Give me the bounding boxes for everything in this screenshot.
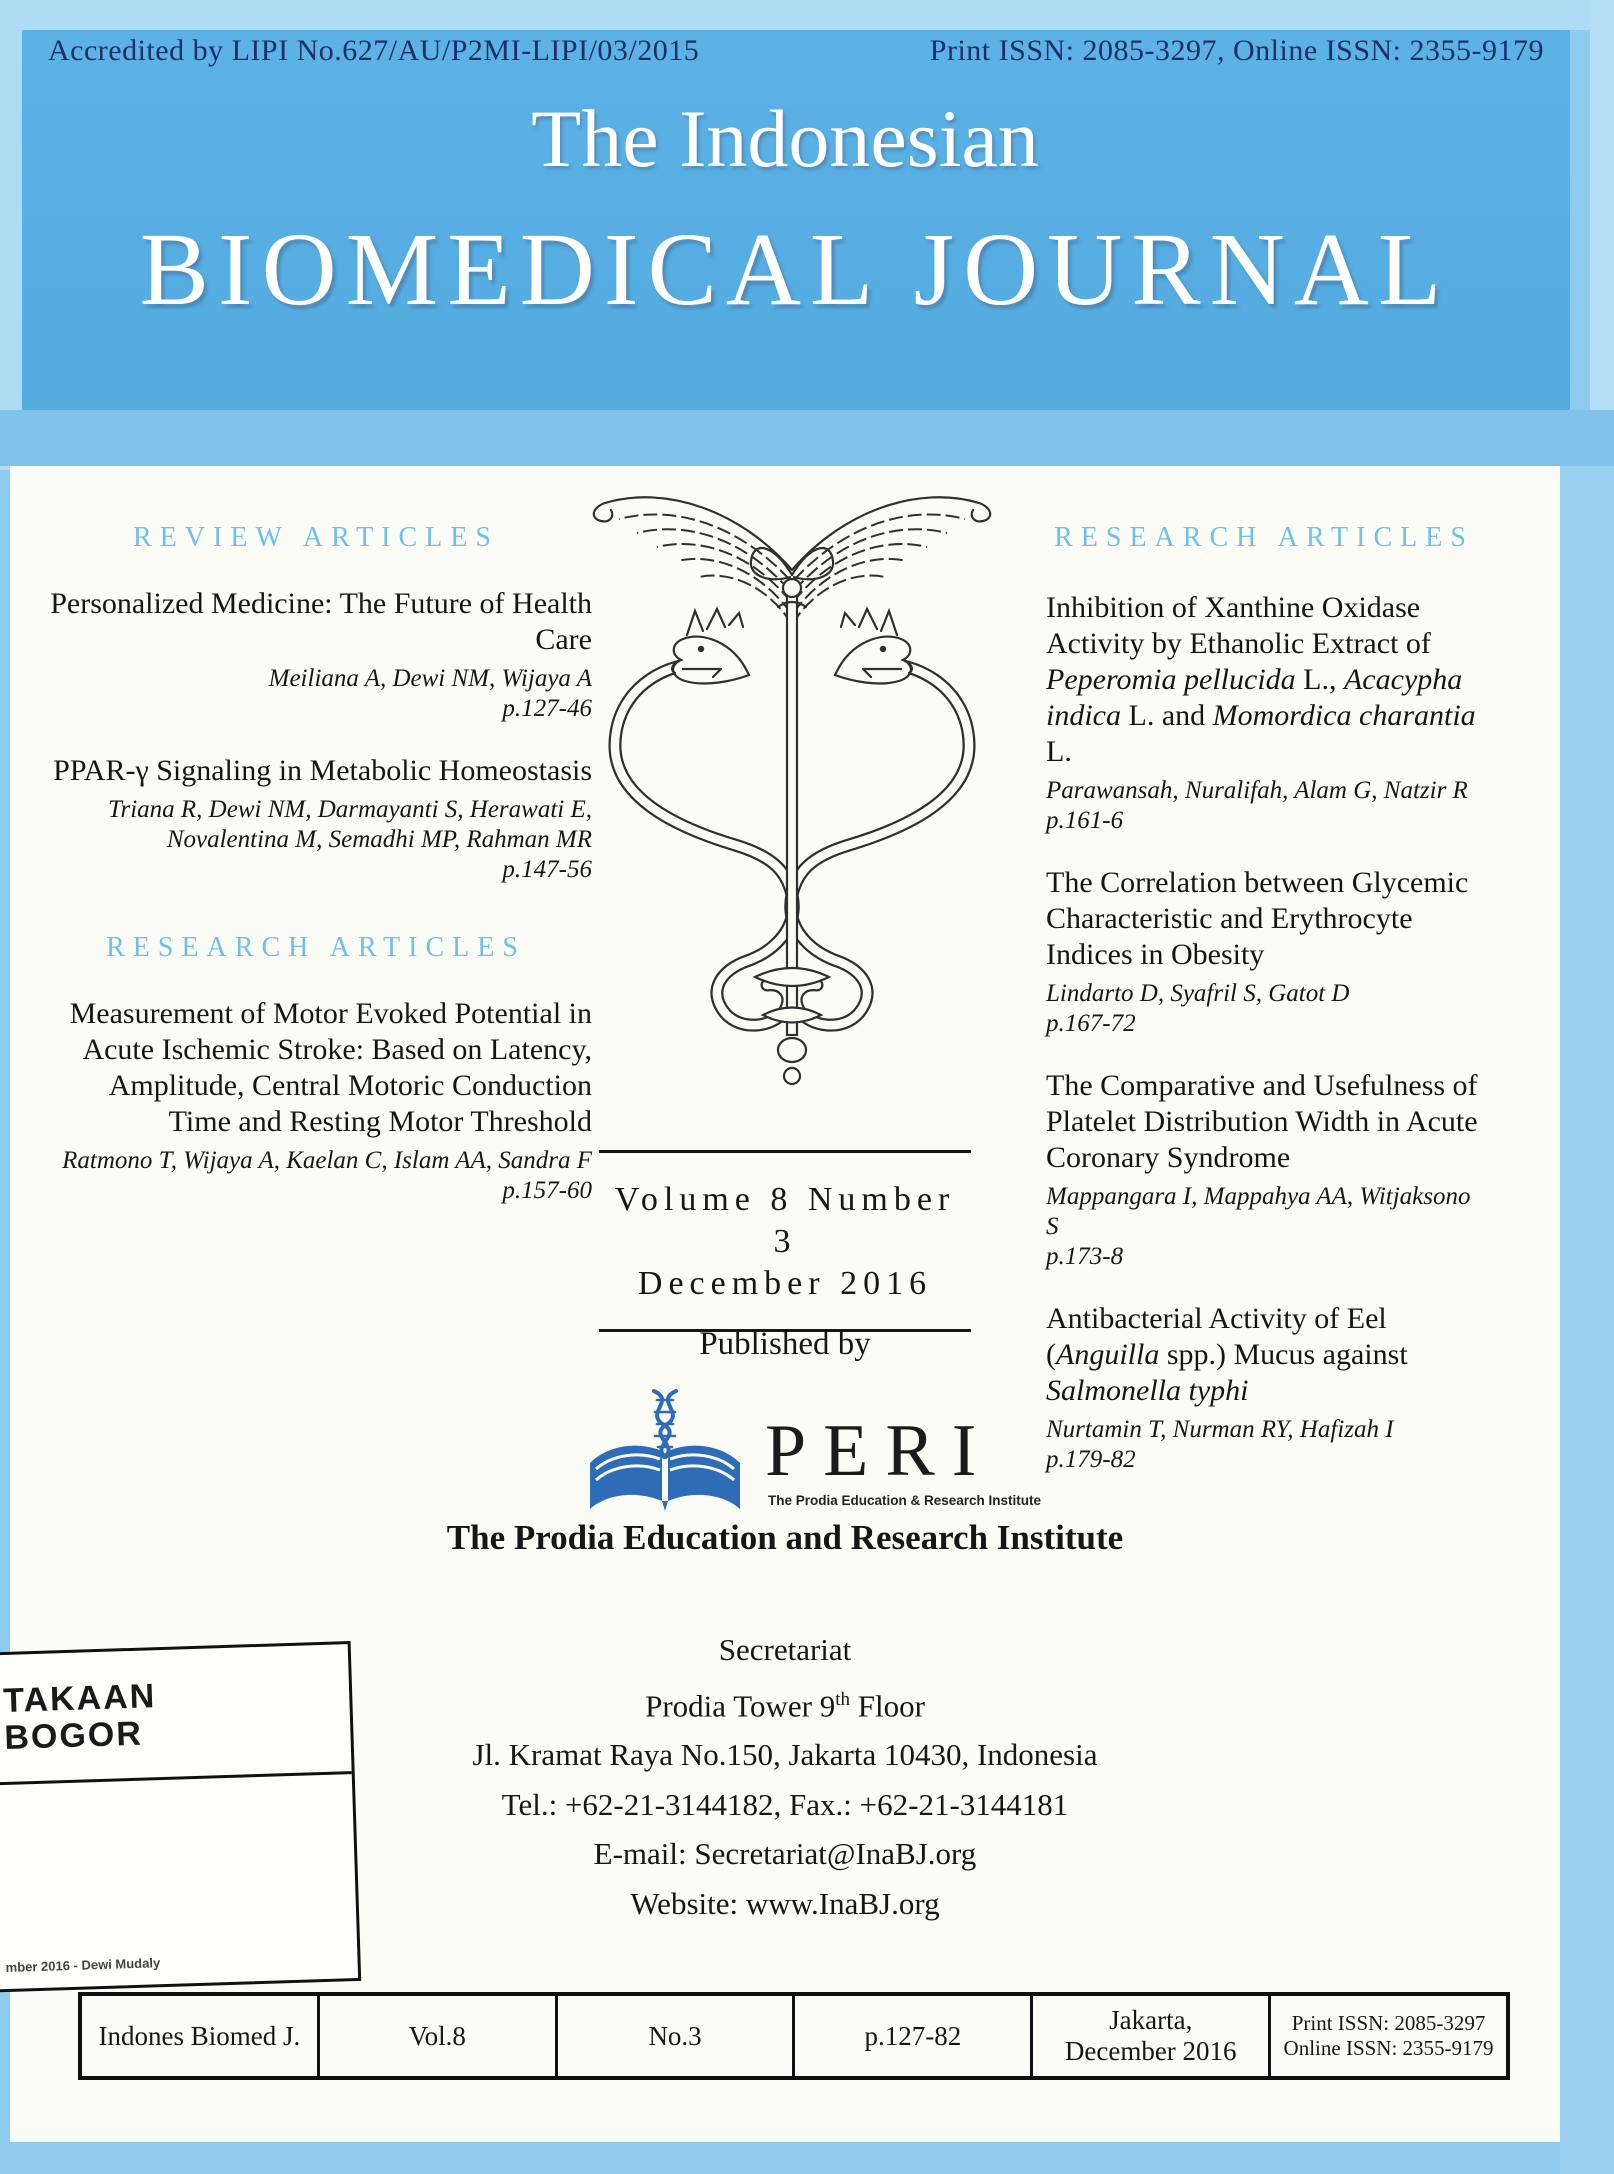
scan-edge-top (0, 0, 1614, 30)
article-pages: p.157-60 (502, 1177, 592, 1204)
caduceus-illustration (575, 425, 1010, 1135)
right-blue-strip (1560, 466, 1614, 2174)
secretariat-building-line: Prodia Tower 9th Floor (645, 1687, 925, 1723)
secretariat-block (385, 1625, 1185, 1928)
article-title: Measurement of Motor Evoked Potential in Acute Ischemic Stroke: Based on Latency, Amplitude, Central Motoric Conduction Time and Resting Motor Threshold (69, 997, 592, 1138)
secretariat-phone-line: Tel.: +62-21-3144182, Fax.: +62-21-3144181 (501, 1786, 1069, 1822)
library-stamp-footnote: mber 2016 - Dewi Mudaly (5, 1955, 161, 1976)
library-stamp (0, 1641, 361, 1995)
review-articles-heading: REVIEW ARTICLES (133, 522, 499, 553)
toc-right-column (1046, 522, 1482, 1504)
secretariat-street-line: Jl. Kramat Raya No.150, Jakarta 10430, Indonesia (472, 1737, 1098, 1773)
peri-acronym: PERI (765, 1410, 994, 1492)
peri-tagline: The Prodia Education & Research Institute (768, 1493, 1042, 1508)
volume-cell: Vol.8 (320, 1996, 558, 2076)
issue-date-text: December 2016 (637, 1265, 933, 1302)
research-articles-heading-left: RESEARCH ARTICLES (106, 932, 526, 963)
article-authors: Triana R, Dewi NM, Darmayanti S, Herawati E, Novalentina M, Semadhi MP, Rahman MR (107, 796, 592, 853)
article-pages: p.167-72 (1046, 1010, 1136, 1037)
article-title: The Correlation between Glycemic Characteristic and Erythrocyte Indices in Obesity (1046, 866, 1469, 971)
article (40, 996, 592, 1205)
article (40, 753, 592, 884)
article-authors: Parawansah, Nuralifah, Alam G, Natzir R (1046, 777, 1468, 804)
journal-title-line1: The Indonesian (531, 93, 1039, 184)
number-cell: No.3 (558, 1996, 796, 2076)
article-title: Antibacterial Activity of Eel (Anguilla spp.) Mucus against Salmonella typhi (1046, 1302, 1408, 1407)
published-by-label: Published by (699, 1326, 871, 1362)
issn-cell: Print ISSN: 2085-3297 Online ISSN: 2355-9179 (1283, 2011, 1494, 2060)
publisher-name: The Prodia Education and Research Institute (446, 1518, 1124, 1557)
article (1046, 590, 1482, 835)
peri-logo (560, 1383, 1080, 1518)
article-authors: Nurtamin T, Nurman RY, Hafizah I (1046, 1416, 1394, 1443)
library-stamp-text: TAKAAN BOGOR (2, 1677, 157, 1757)
article (1046, 1301, 1482, 1474)
article-authors: Lindarto D, Syafril S, Gatot D (1046, 980, 1350, 1007)
citation-table (78, 1992, 1510, 2080)
secretariat-website-line: Website: www.InaBJ.org (630, 1885, 940, 1921)
article-pages: p.147-56 (502, 856, 592, 883)
journal-abbrev-cell: Indones Biomed J. (82, 1996, 320, 2076)
article-title: PPAR-γ Signaling in Metabolic Homeostasis (53, 754, 592, 787)
secretariat-heading: Secretariat (718, 1632, 852, 1667)
article-title: Inhibition of Xanthine Oxidase Activity by Ethanolic Extract of Peperomia pellucida L., Acacypha indica L. and Momordica charantia L. (1046, 591, 1476, 768)
article-authors: Ratmono T, Wijaya A, Kaelan C, Islam AA, Sandra F (62, 1147, 592, 1174)
issue-info-box (599, 1150, 971, 1332)
article (1046, 1068, 1482, 1271)
library-stamp-divider (0, 1644, 352, 1788)
article-pages: p.173-8 (1046, 1243, 1124, 1270)
research-articles-heading-right: RESEARCH ARTICLES (1054, 522, 1474, 553)
article-authors: Meiliana A, Dewi NM, Wijaya A (268, 665, 592, 692)
article-title: The Comparative and Usefulness of Platelet Distribution Width in Acute Coronary Syndrome (1046, 1069, 1478, 1174)
article-title: Personalized Medicine: The Future of Health Care (50, 587, 592, 656)
issn-header-text: Print ISSN: 2085-3297, Online ISSN: 2355-9179 (929, 34, 1544, 67)
article-pages: p.161-6 (1046, 807, 1124, 834)
article-authors: Mappangara I, Mappahya AA, Witjaksono S (1046, 1183, 1471, 1240)
volume-number-text: Volume 8 Number 3 (614, 1181, 956, 1260)
toc-left-column (40, 522, 592, 1235)
article-pages: p.179-82 (1046, 1446, 1136, 1473)
peri-book-dna-icon (580, 1385, 750, 1515)
article-pages: p.127-46 (502, 695, 592, 722)
article (1046, 865, 1482, 1038)
secretariat-email-line: E-mail: Secretariat@InaBJ.org (593, 1836, 977, 1872)
issue-place-date-cell: Jakarta, December 2016 (1033, 1996, 1271, 2076)
article (40, 586, 592, 723)
pages-cell: p.127-82 (795, 1996, 1033, 2076)
journal-title-line2: BIOMEDICAL JOURNAL (139, 212, 1451, 327)
accreditation-text: Accredited by LIPI No.627/AU/P2MI-LIPI/03/2015 (48, 34, 700, 67)
